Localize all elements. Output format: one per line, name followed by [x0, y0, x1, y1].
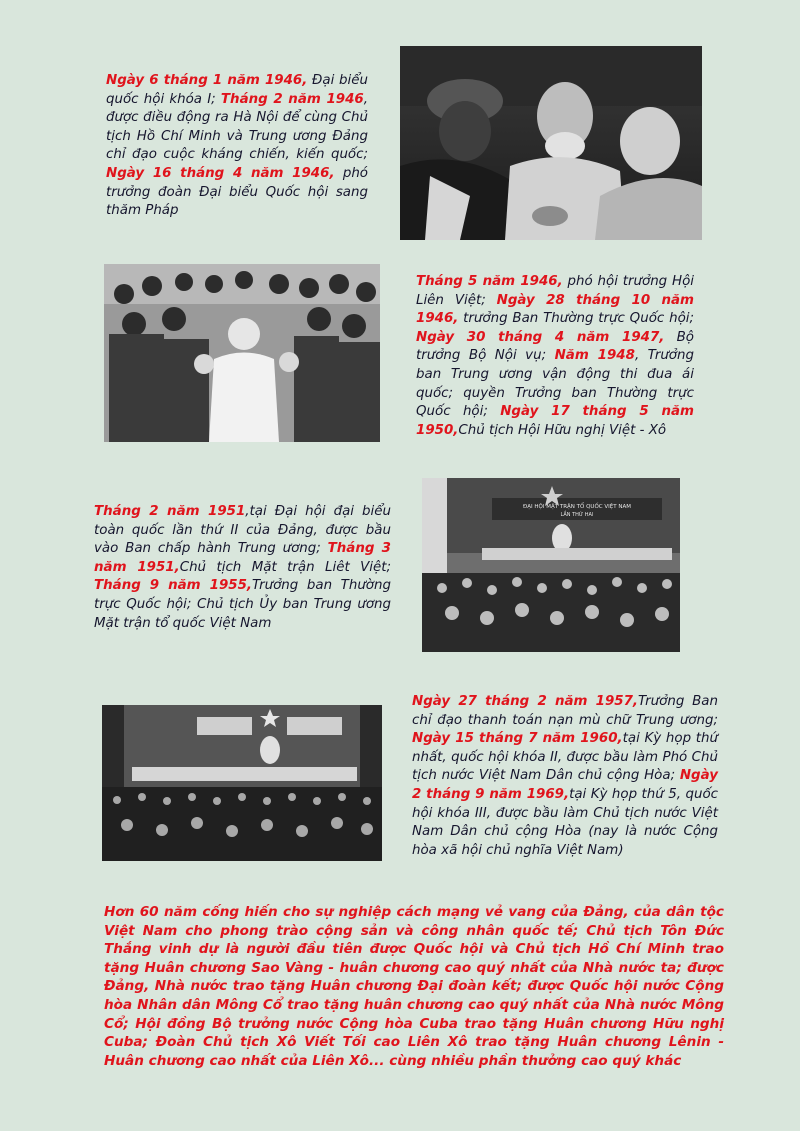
date-highlight: Ngày 16 tháng 4 năm 1946, — [106, 165, 335, 181]
date-highlight: Năm 1948 — [554, 348, 635, 364]
photo-crowd-soldiers — [104, 264, 380, 442]
date-highlight: Ngày 30 tháng 4 năm 1947, — [416, 329, 665, 345]
body-text: , Trưởng ban Trung ương vận động thi đua ái quốc; quyền Trưởng ban Thường trực Quốc hội; — [416, 348, 694, 420]
date-highlight: Tháng 3 năm 1951, — [94, 541, 391, 575]
body-text: ,tại Đại hội đại biểu toàn quốc lần thứ II của Đảng, được bầu vào Ban chấp hành Trung ương; — [94, 504, 391, 557]
body-text: trưởng Ban Thường trực Quốc hội; — [458, 311, 694, 327]
date-highlight: Tháng 2 năm 1946 — [220, 91, 364, 107]
body-text: , được điều động ra Hà Nội để cùng Chủ tịch Hồ Chí Minh và Trung ương Đảng chỉ đạo cuộc kháng chiến, kiến quốc; — [106, 91, 368, 163]
date-highlight: Ngày 27 tháng 2 năm 1957, — [412, 694, 639, 709]
date-highlight: Ngày 17 tháng 5 năm 1950, — [416, 404, 694, 438]
svg-text:ĐẠI HỘI MẶT TRẬN TỔ QUỐC VIỆT: ĐẠI HỘI MẶT TRẬN TỔ QUỐC VIỆT NAM — [523, 504, 631, 510]
photo-congress-hall-2 — [102, 705, 382, 861]
timeline-text-1951-1955 — [94, 503, 391, 633]
body-text: Chủ tịch Mặt trận Liêt Việt; — [179, 559, 391, 575]
body-text: phó hội trưởng Hội Liên Việt; — [416, 274, 694, 308]
body-text: Trưởng ban Thường trực Quốc hội; Chủ tịch Ủy ban Trung ương Mặt trận tổ quốc Việt Nam — [94, 578, 391, 631]
date-highlight: Tháng 2 năm 1951 — [94, 504, 246, 519]
date-highlight: Ngày 2 tháng 9 năm 1969, — [412, 768, 718, 802]
svg-text:LẦN THỨ HAI: LẦN THỨ HAI — [560, 512, 594, 518]
body-text: phó trưởng đoàn Đại biểu Quốc hội sang thăm Pháp — [106, 165, 368, 219]
timeline-text-1946 — [106, 72, 368, 221]
date-highlight: Ngày 15 tháng 7 năm 1960, — [412, 731, 623, 747]
body-text: Chủ tịch Hội Hữu nghị Việt - Xô — [458, 422, 667, 438]
date-highlight: Tháng 5 năm 1946, — [416, 274, 563, 289]
body-text: tại Kỳ họp thứ 5, quốc hội khóa III, được bầu làm Chủ tịch nước Việt Nam Dân chủ cộng Hòa (nay là nước Cộng hòa xã hội chủ nghĩa Việt Nam) — [412, 786, 718, 858]
timeline-text-1946-1950 — [416, 273, 694, 440]
body-text: tại Kỳ họp thứ nhất, quốc hội khóa II, được bầu làm Phó Chủ tịch nước Việt Nam Dân chủ cộng Hòa; — [412, 731, 719, 784]
body-text: Bộ trưởng Bộ Nội vụ; — [416, 329, 694, 364]
honors-summary-text: Hơn 60 năm cống hiến cho sự nghiệp cách mạng vẻ vang của Đảng, của dân tộc Việt Nam cho phong trào cộng sản và công nhân quốc tế; Chủ tịch Tôn Đức Thắng vinh dự là người đầu tiên được Quốc hội và Chủ tịch Hồ Chí Minh trao tặng Huân chương Sao Vàng - huân chương cao quý nhất của Nhà nước ta; được Đảng, Nhà nước trao tặng Huân chương Đại đoàn kết; được Quốc hội nước Cộng hòa Nhân dân Mông Cổ trao tặng huân chương cao quý nhất của Nhà nước Mông Cổ; Hội đồng Bộ trưởng nước Cộng hòa Cuba trao tặng Huân chương Hữu nghị Cuba; Đoàn Chủ tịch Xô Viết Tối cao Liên Xô trao tặng Huân chương Lênin - Huân chương cao nhất của Liên Xô... cùng nhiều phần thưởng cao quý khác — [104, 904, 724, 1069]
date-highlight: Tháng 9 năm 1955, — [94, 578, 252, 594]
date-highlight: Ngày 6 tháng 1 năm 1946, — [106, 73, 308, 88]
timeline-text-1957-1969 — [412, 693, 718, 860]
body-text: Trưởng Ban chỉ đạo thanh toán nạn mù chữ Trung ương; — [412, 694, 718, 728]
date-highlight: Ngày 28 tháng 10 năm 1946, — [416, 292, 694, 327]
photo-congress-hall-1 — [422, 478, 680, 652]
body-text: Đại biểu quốc hội khóa I; — [106, 73, 368, 107]
photo-handshake — [400, 46, 702, 240]
